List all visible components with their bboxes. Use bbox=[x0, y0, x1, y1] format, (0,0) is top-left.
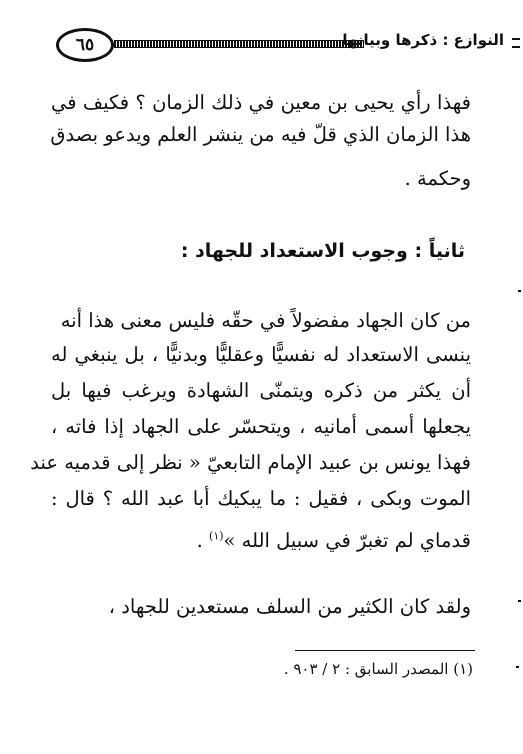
page-number: ٦٥ bbox=[56, 28, 114, 62]
body-line-2: ينسى الاستعداد له نفسيًّا وعقليًّا وبدنيًّا ، بل ينبغي له bbox=[51, 343, 471, 366]
body-line-6: الموت وبكى ، فقيل : ما يبكيك أبا عبد الله ؟ قال : bbox=[51, 487, 471, 510]
header-ornament-icon bbox=[512, 38, 520, 48]
scan-mark bbox=[518, 290, 521, 292]
body-line-1: من كان الجهاد مفضولاً في حقّه فليس معنى هذا أنه bbox=[60, 309, 471, 332]
footnote-reference: (١) bbox=[209, 529, 224, 543]
header-decorative-rule bbox=[114, 40, 364, 48]
intro-line-1: فهذا رأي يحيى بن معين في ذلك الزمان ؟ فكيف في bbox=[51, 91, 471, 114]
intro-line-2: هذا الزمان الذي قلّ فيه من ينشر العلم ويدعو بصدق bbox=[50, 123, 471, 146]
intro-line-3: وحكمة . bbox=[404, 167, 471, 190]
footnote-separator bbox=[295, 650, 475, 651]
body-line-3: أن يكثر من ذكره ويتمنّى الشهادة ويرغب فيها بل bbox=[51, 379, 471, 402]
body-line-5: فهذا يونس بن عبيد الإمام التابعيّ « نظر إلى قدميه عند bbox=[30, 451, 471, 474]
footnote: (١) المصدر السابق : ٢ / ٩٠٣ . bbox=[283, 660, 473, 678]
body-line-4: يجعلها أسمى أمانيه ، ويتحسّر على الجهاد إذا فاته ، bbox=[51, 415, 471, 438]
quote-text: قدماي لم تغبرّ في سبيل الله » bbox=[223, 529, 471, 552]
section-heading: ثانياً : وجوب الاستعداد للجهاد : bbox=[180, 240, 465, 262]
scan-mark bbox=[516, 666, 519, 668]
running-title: النوازع : ذكرها وبيانها bbox=[342, 31, 504, 49]
closing-line: ولقد كان الكثير من السلف مستعدين للجهاد ، bbox=[108, 595, 471, 618]
body-line-7: قدماي لم تغبرّ في سبيل الله »$^{(١)}$ . bbox=[196, 529, 471, 552]
page-header bbox=[56, 28, 520, 68]
scan-mark bbox=[518, 600, 521, 602]
